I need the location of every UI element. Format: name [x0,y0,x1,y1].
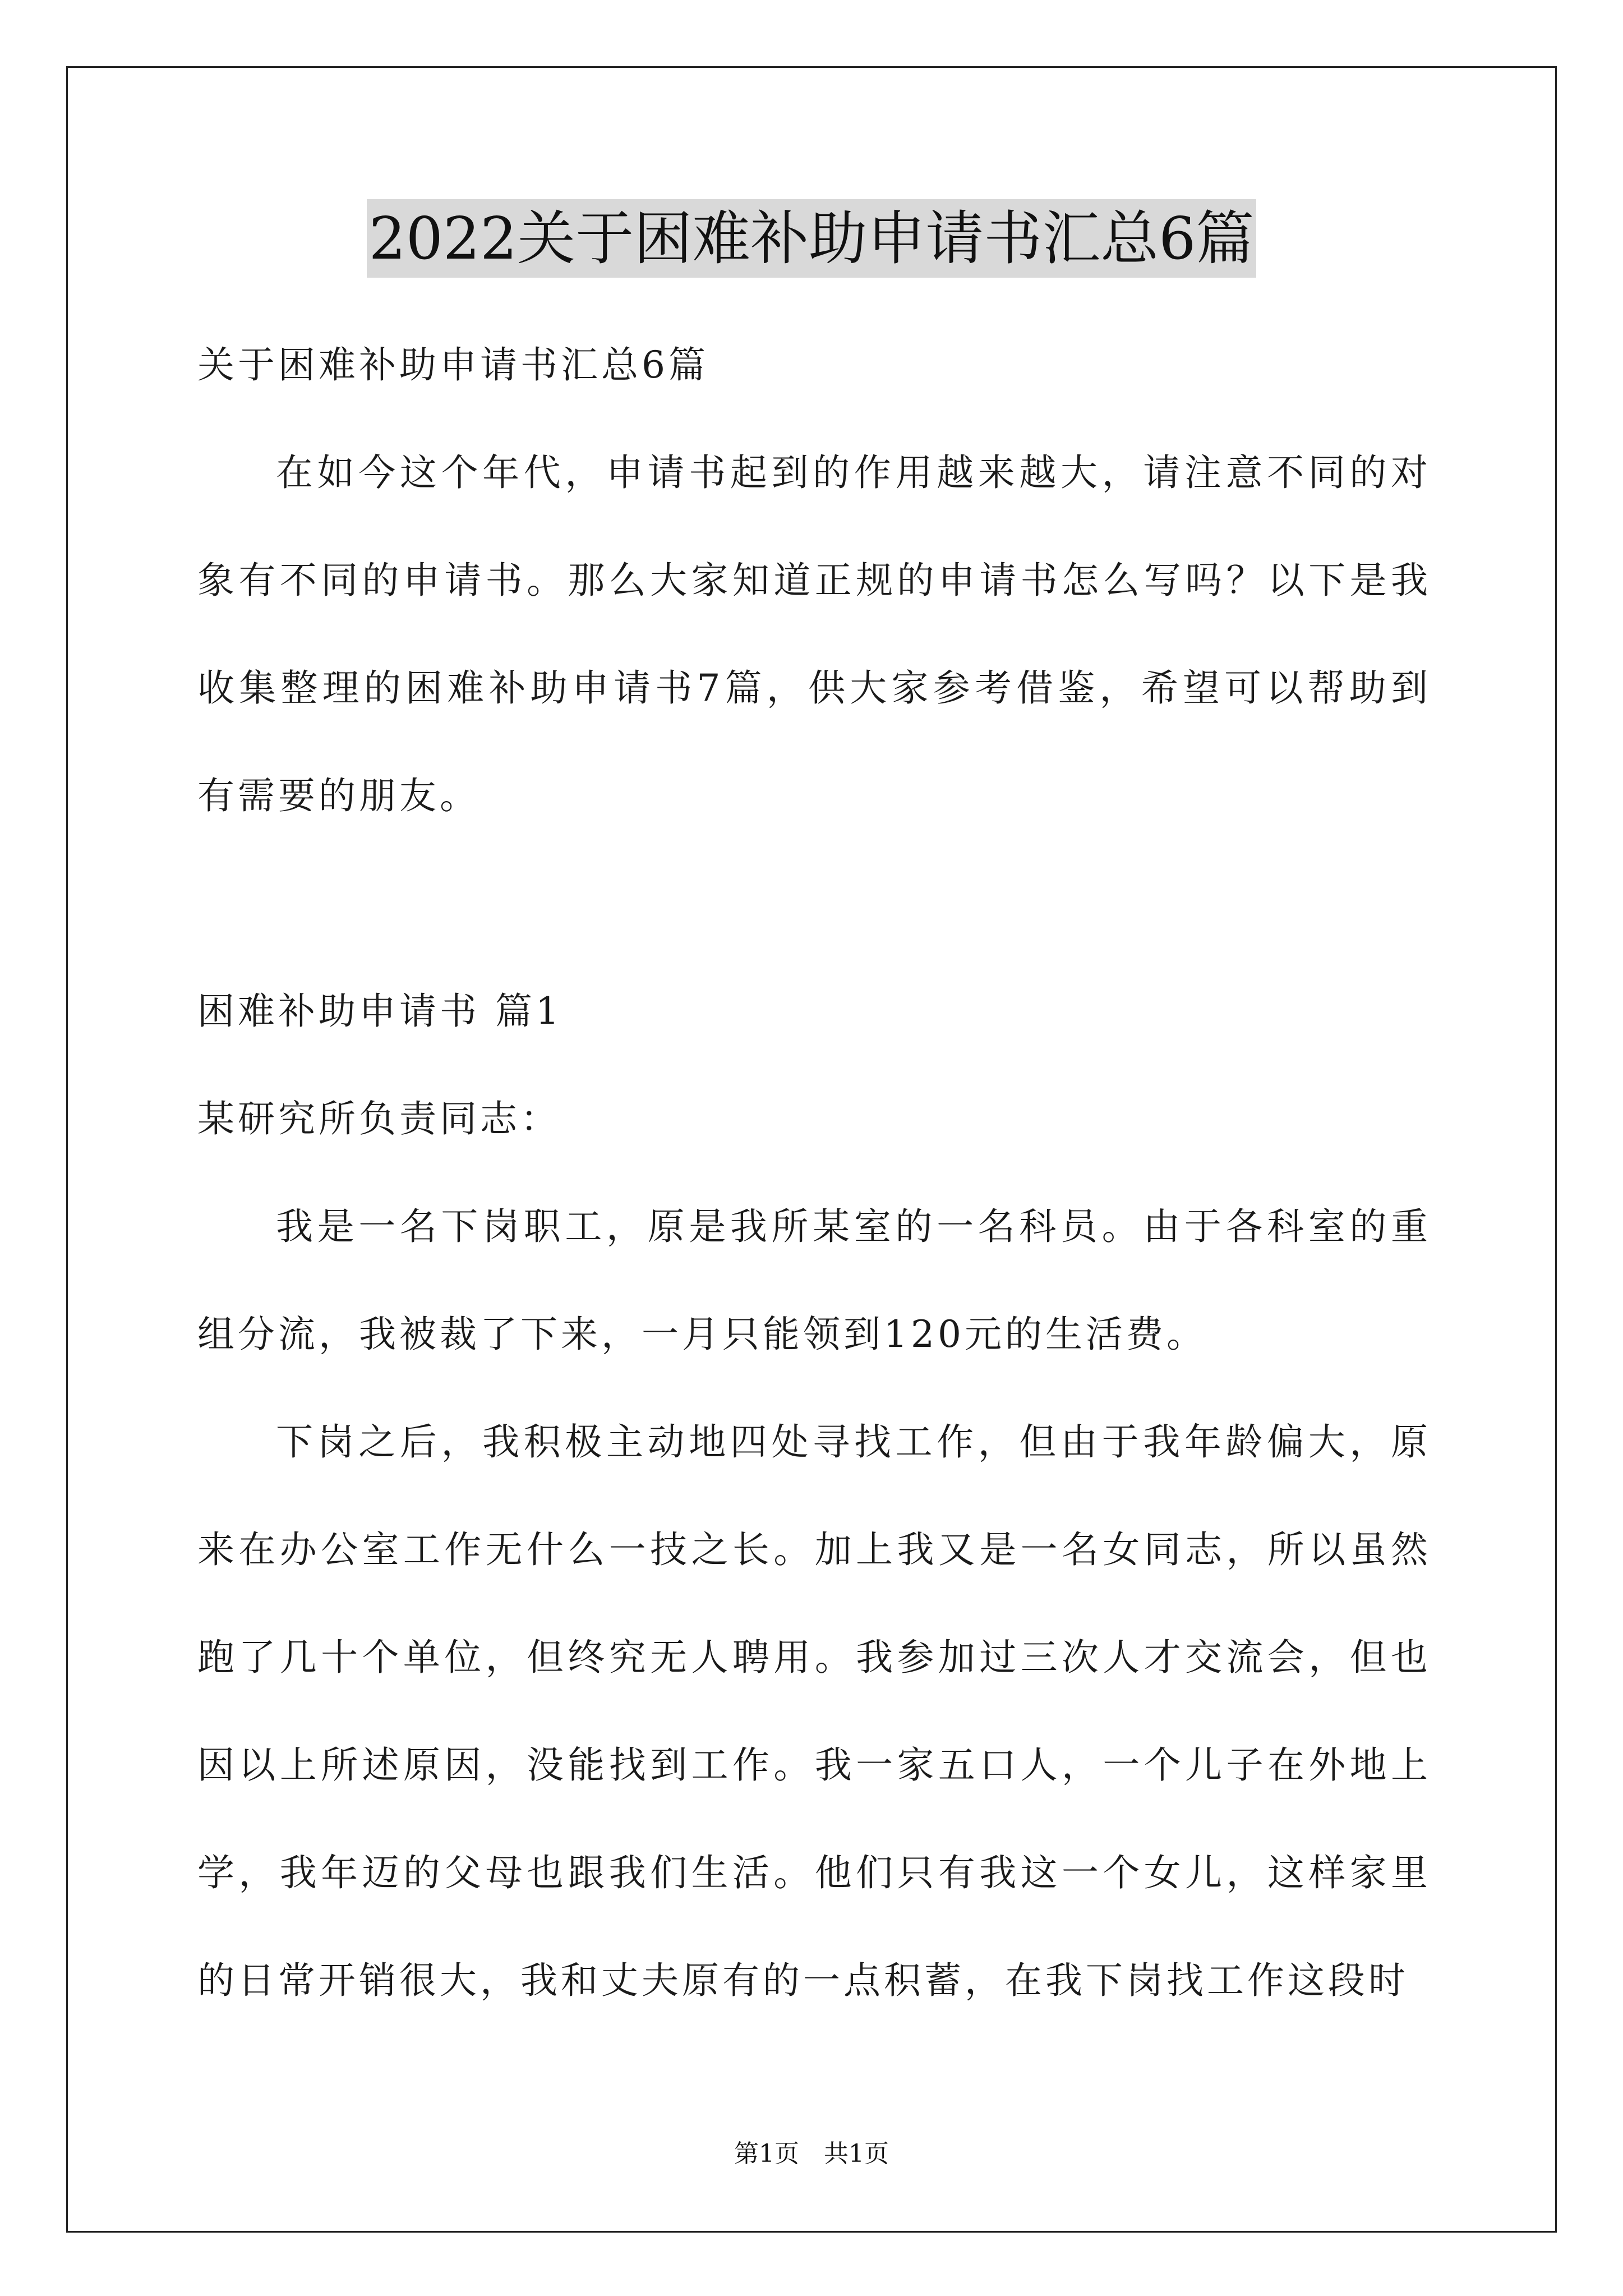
body-paragraph: 下岗之后，我积极主动地四处寻找工作，但由于我年龄偏大，原来在办公室工作无什么一技之长。加上我又是一名女同志，所以虽然跑了几十个单位，但终究无人聘用。我参加过三次人才交流会，但也因以上所述原因，没能找到工作。我一家五口人，一个儿子在外地上学，我年迈的父母也跟我们生活。他们只有我这一个女儿，这样家里的日常开销很大，我和丈夫原有的一点积蓄，在我下岗找工作这段时 [197,1420,1431,2002]
spacer [197,850,1431,958]
salutation: 某研究所负责同志： [197,1097,561,1140]
document-body [197,311,1431,2035]
document-subtitle: 关于困难补助申请书汇总6篇 [197,343,709,386]
body-paragraph: 我是一名下岗职工，原是我所某室的一名科员。由于各科室的重组分流，我被裁了下来，一月只能领到120元的生活费。 [197,1205,1431,1356]
document-title: 2022关于困难补助申请书汇总6篇 [367,199,1257,278]
intro-paragraph: 在如今这个年代，申请书起到的作用越来越大，请注意不同的对象有不同的申请书。那么大家知道正规的申请书怎么写吗？以下是我收集整理的困难补助申请书7篇，供大家参考借鉴，希望可以帮助到有需要的朋友。 [197,451,1431,817]
page-footer: 第1页 共1页 [734,2139,889,2168]
title-wrapper [0,199,1623,278]
section-heading: 困难补助申请书 篇1 [197,990,562,1033]
